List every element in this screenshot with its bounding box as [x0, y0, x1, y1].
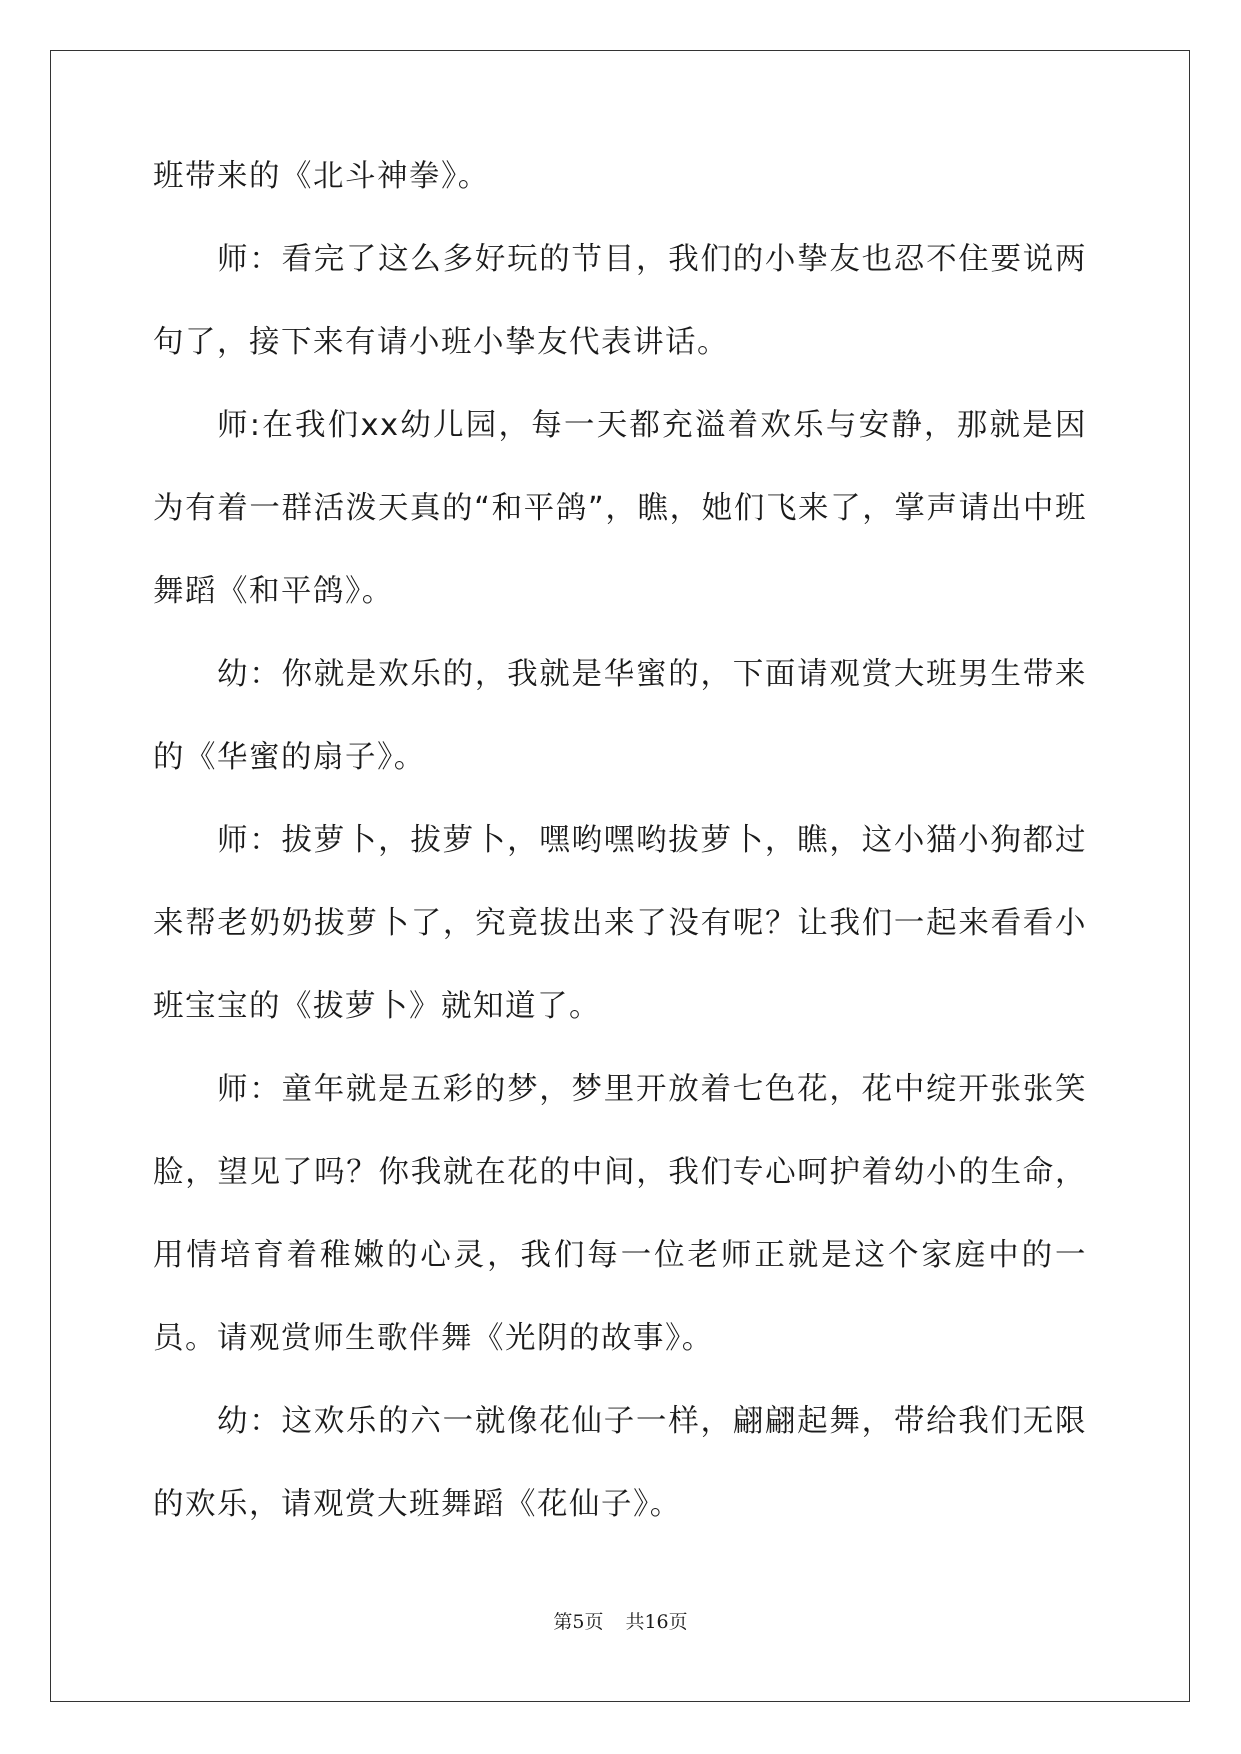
document-body — [153, 159, 1087, 1546]
page-total: 共16页 — [625, 1611, 688, 1633]
page-footer — [0, 1607, 1241, 1634]
paragraph-1: 班带来的《北斗神拳》。 — [153, 159, 490, 194]
paragraph-3: 师:在我们xx幼儿园，每一天都充溢着欢乐与安静，那就是因为有着一群活泼天真的“和平鸽”，瞧，她们飞来了，掌声请出中班舞蹈《和平鸽》。 — [153, 408, 1087, 609]
paragraph-2: 师：看完了这么多好玩的节目，我们的小挚友也忍不住要说两句了，接下来有请小班小挚友代表讲话。 — [153, 242, 1087, 360]
page-number: 第5页 — [553, 1611, 604, 1633]
paragraph-4: 幼：你就是欢乐的，我就是华蜜的，下面请观赏大班男生带来的《华蜜的扇子》。 — [153, 657, 1087, 775]
paragraph-5: 师：拔萝卜，拔萝卜，嘿哟嘿哟拔萝卜，瞧，这小猫小狗都过来帮老奶奶拔萝卜了，究竟拔出来了没有呢？让我们一起来看看小班宝宝的《拔萝卜》就知道了。 — [153, 823, 1087, 1024]
paragraph-7: 幼：这欢乐的六一就像花仙子一样，翩翩起舞，带给我们无限的欢乐，请观赏大班舞蹈《花仙子》。 — [153, 1404, 1087, 1522]
paragraph-6: 师：童年就是五彩的梦，梦里开放着七色花，花中绽开张张笑脸，望见了吗？你我就在花的中间，我们专心呵护着幼小的生命，用情培育着稚嫩的心灵，我们每一位老师正就是这个家庭中的一员。请观赏师生歌伴舞《光阴的故事》。 — [153, 1072, 1087, 1356]
